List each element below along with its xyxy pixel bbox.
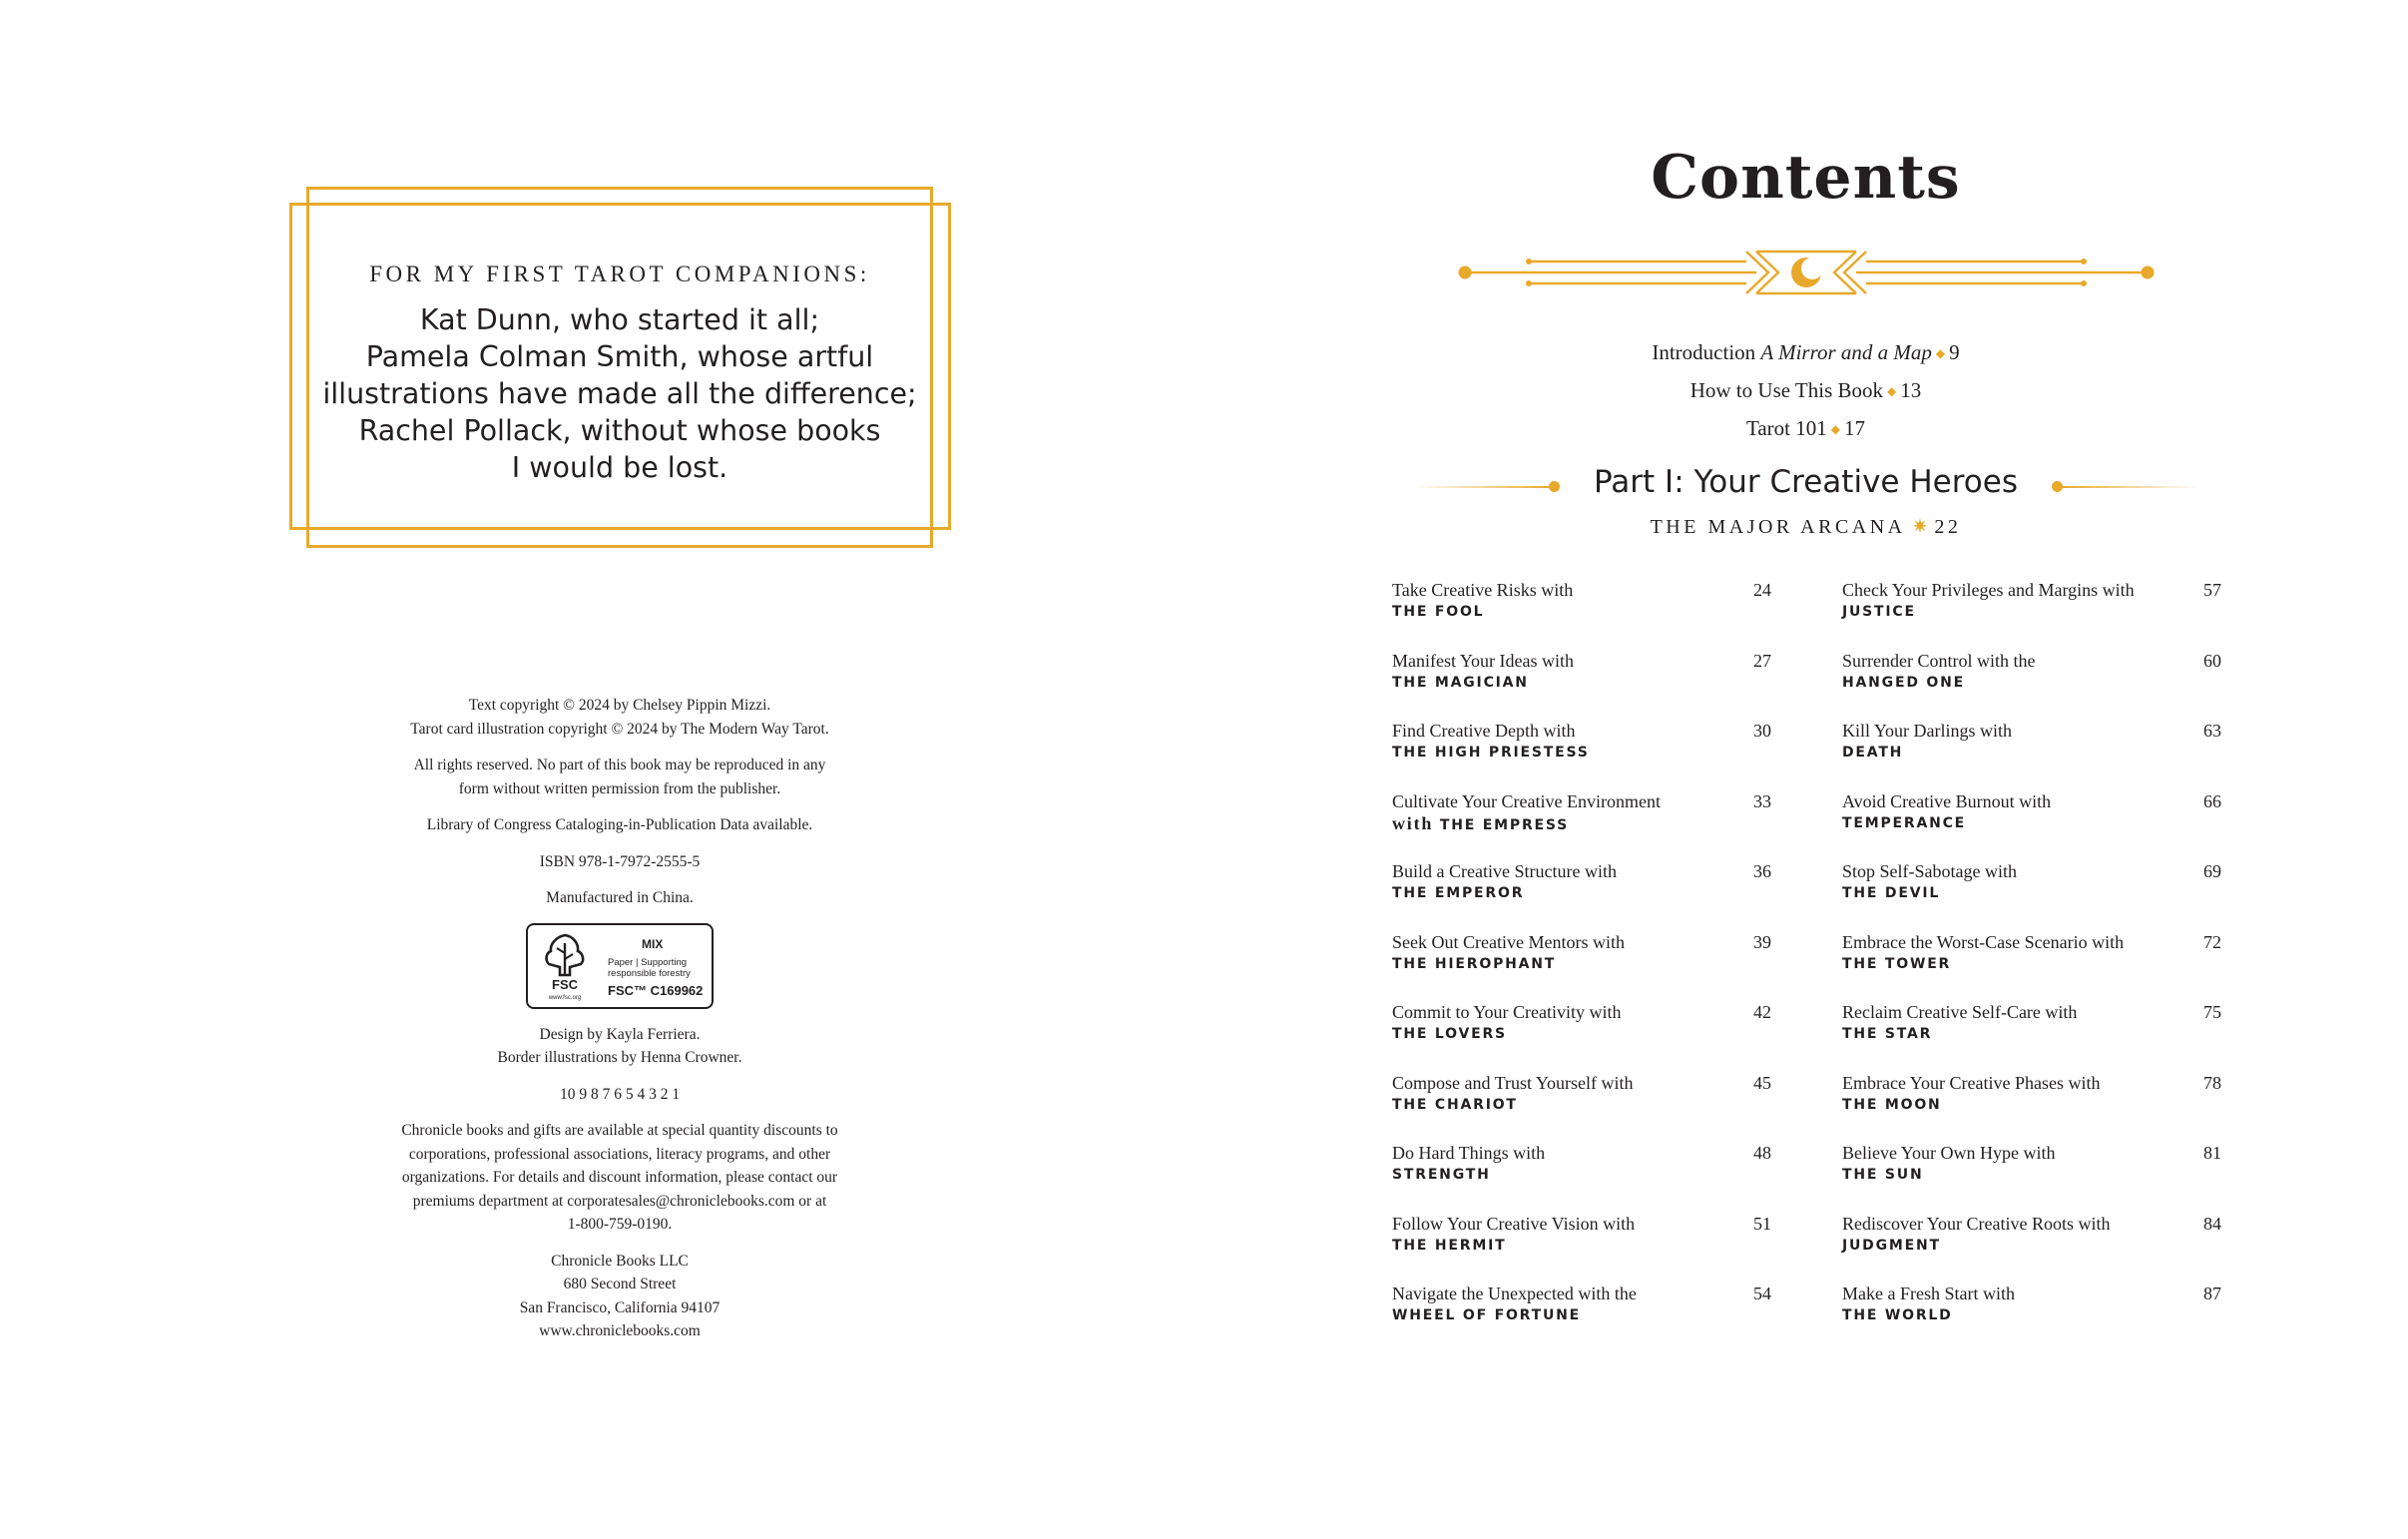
toc-entry-text: Reclaim Creative Self-Care with [1842, 1002, 2078, 1022]
toc-entry-text: Embrace the Worst-Case Scenario with [1842, 931, 2125, 952]
toc-label: How to Use This Book [1689, 378, 1884, 402]
toc-entry[interactable] [1392, 1001, 1771, 1072]
toc-entry[interactable] [1842, 1072, 2221, 1143]
toc-entry-text: Avoid Creative Burnout with [1842, 790, 2052, 811]
toc-entry[interactable] [1842, 579, 2221, 650]
toc-entry[interactable] [1392, 1072, 1771, 1143]
dedication-line: Kat Dunn, who started it all; [419, 303, 820, 336]
toc-entry-page: 60 [2203, 650, 2221, 671]
toc-entry-card: THE CHARIOT [1392, 1096, 1518, 1113]
toc-entry-text: Check Your Privileges and Margins with [1842, 580, 2135, 600]
toc-entry-card: JUSTICE [1842, 604, 1916, 620]
chronicle-line: corporations, professional associations, literacy programs, and other [408, 1145, 831, 1163]
toc-entry-page: 24 [1753, 580, 1771, 600]
toc-label: Tarot 101 [1746, 416, 1827, 440]
dedication-line: Rachel Pollack, without whose books [358, 414, 881, 447]
toc-entry-page: 30 [1753, 721, 1771, 741]
chronicle-line: 1-800-759-0190. [567, 1216, 673, 1233]
publisher-city: San Francisco, California 94107 [519, 1298, 721, 1316]
toc-column-right [1842, 579, 2221, 1353]
toc-entry-page: 57 [2203, 580, 2221, 600]
dedication-line: I would be lost. [511, 451, 728, 484]
toc-entry-card: THE HIEROPHANT [1392, 955, 1557, 972]
toc-entry-card: THE MOON [1842, 1096, 1942, 1113]
fsc-code: FSC™ C169962 [608, 982, 704, 998]
border-credit: Border illustrations by Henna Crowner. [497, 1049, 742, 1066]
toc-entry-text: Cultivate Your Creative Environment [1392, 790, 1661, 811]
toc-entry[interactable] [1392, 720, 1771, 790]
toc-entry-card: THE EMPEROR [1392, 885, 1525, 901]
toc-entry-card: THE HIGH PRIESTESS [1392, 745, 1590, 761]
toc-entry-card: THE WORLD [1842, 1307, 1953, 1323]
fsc-logo-url: www.fsc.org [548, 994, 582, 1001]
fsc-mix: MIX [642, 936, 664, 951]
design-credit: Design by Kayla Ferriera. [539, 1025, 701, 1043]
toc-entry[interactable] [1842, 720, 2221, 790]
toc-entry-text: Follow Your Creative Vision with [1392, 1213, 1636, 1234]
toc-entry-text: Kill Your Darlings with [1842, 721, 2013, 741]
rights-line: form without written permission from the publisher. [458, 779, 781, 797]
toc-entry-card: JUDGMENT [1842, 1237, 1941, 1254]
toc-entry-card-line [1392, 812, 1771, 836]
printing-line: 10 9 8 7 6 5 4 3 2 1 [559, 1085, 681, 1103]
toc-entry-page: 54 [1753, 1283, 1771, 1303]
illustration-copyright: Tarot card illustration copyright © 2024 by The Modern Way Tarot. [410, 720, 829, 738]
toc-entry-card: THE DEVIL [1842, 885, 1941, 901]
toc-entry-text: Stop Self-Sabotage with [1842, 861, 2017, 881]
toc-entry-card: THE HERMIT [1392, 1237, 1507, 1254]
part-subtitle[interactable] [1204, 514, 2408, 539]
toc-entry-text: Manifest Your Ideas with [1392, 650, 1574, 671]
toc-entry[interactable] [1842, 931, 2221, 1002]
toc-entry[interactable] [1392, 579, 1771, 650]
publisher-street: 680 Second Street [563, 1276, 677, 1292]
part-title[interactable]: Part I: Your Creative Heroes [1594, 464, 2018, 500]
fsc-logo [526, 923, 714, 1009]
publisher-website: www.chroniclebooks.com [539, 1322, 701, 1339]
toc-entry[interactable] [1842, 1001, 2221, 1072]
isbn: ISBN 978-1-7972-2555-5 [539, 852, 701, 870]
toc-entry-card: THE STAR [1842, 1026, 1933, 1042]
toc-subtitle: A Mirror and a Map [1760, 340, 1932, 364]
toc-entry-page: 87 [2203, 1283, 2221, 1303]
toc-entry-page: 78 [2203, 1072, 2221, 1093]
toc-entry-page: 45 [1753, 1072, 1771, 1093]
toc-page-number: 17 [1844, 416, 1865, 440]
manufactured-line: Manufactured in China. [546, 889, 694, 906]
toc-column-left [1392, 579, 1771, 1353]
star-icon: ✷ [1911, 516, 1929, 538]
toc-entry-text: Take Creative Risks with [1392, 580, 1574, 600]
chronicle-line: premiums department at corporatesales@chroniclebooks.com or at [412, 1192, 827, 1210]
rights-line: All rights reserved. No part of this book may be reproduced in any [413, 757, 826, 773]
publisher-name: Chronicle Books LLC [551, 1252, 689, 1270]
toc-entry-text: Surrender Control with the [1842, 650, 2036, 671]
toc-entry-text: Commit to Your Creativity with [1392, 1002, 1622, 1022]
toc-entry[interactable] [1842, 1142, 2221, 1213]
toc-entry-page: 66 [2203, 790, 2221, 811]
toc-entry-card: THE FOOL [1392, 604, 1485, 620]
toc-entry-prefix: with [1392, 812, 1434, 833]
toc-entry-text: Rediscover Your Creative Roots with [1842, 1213, 2111, 1234]
toc-page-number: 13 [1900, 378, 1922, 402]
toc-entry-text: Do Hard Things with [1392, 1143, 1546, 1163]
contents-ornament [1457, 240, 2156, 299]
toc-entry-text: Believe Your Own Hype with [1842, 1143, 2056, 1163]
toc-entry-page: 51 [1753, 1213, 1771, 1234]
toc-entry-page: 48 [1753, 1143, 1771, 1163]
front-matter [1204, 334, 2408, 448]
toc-entry-text: Compose and Trust Yourself with [1392, 1072, 1634, 1093]
dedication-heading: FOR MY FIRST TAROT COMPANIONS: [369, 261, 870, 286]
toc-entry-page: 63 [2203, 721, 2221, 741]
toc-entry-card: DEATH [1842, 745, 1904, 761]
toc-entry[interactable] [1842, 1282, 2221, 1353]
toc-entry[interactable] [1392, 860, 1771, 931]
chronicle-line: organizations. For details and discount information, please contact our [401, 1169, 838, 1186]
fsc-tree-icon [538, 931, 592, 1003]
toc-entry[interactable] [1842, 790, 2221, 861]
text-copyright: Text copyright © 2024 by Chelsey Pippin Mizzi. [468, 697, 771, 714]
chronicle-line: Chronicle books and gifts are available at special quantity discounts to [401, 1122, 838, 1139]
fsc-desc: Paper | Supporting [608, 956, 688, 968]
toc-entry-text: Make a Fresh Start with [1842, 1283, 2015, 1303]
toc-entry[interactable] [1842, 1213, 2221, 1283]
toc-entry-page: 69 [2203, 861, 2221, 881]
toc-entry-page: 75 [2203, 1002, 2221, 1022]
toc-entry[interactable] [1392, 931, 1771, 1002]
right-page [1204, 0, 2408, 1539]
dedication-line: Pamela Colman Smith, whose artful [365, 340, 874, 373]
toc-entry[interactable] [1392, 1142, 1771, 1213]
toc-introduction[interactable] [1204, 334, 2408, 372]
toc-entry-text: Find Creative Depth with [1392, 721, 1576, 741]
diamond-icon: ◆ [1935, 346, 1946, 360]
toc-entry-page: 27 [1753, 650, 1771, 671]
toc-entry-card: THE TOWER [1842, 955, 1952, 972]
diamond-icon: ◆ [1887, 384, 1897, 398]
cip-line: Library of Congress Cataloging-in-Publication Data available. [426, 816, 813, 833]
toc-entry-page: 36 [1753, 861, 1771, 881]
toc-entry-card: THE MAGICIAN [1392, 674, 1529, 691]
toc-entry-card: WHEEL OF FORTUNE [1392, 1307, 1582, 1323]
toc-entry-page: 84 [2203, 1213, 2221, 1234]
toc-entry-card: THE EMPRESS [1439, 816, 1570, 833]
toc-entry-text: Seek Out Creative Mentors with [1392, 931, 1625, 952]
toc-tarot-101[interactable] [1204, 410, 2408, 448]
copyright-block [299, 694, 940, 1356]
toc-entry-page: 81 [2203, 1143, 2221, 1163]
fsc-logo-text: FSC [552, 976, 578, 992]
dedication-line: illustrations have made all the difference; [322, 377, 917, 410]
part-subtitle-text: THE MAJOR ARCANA [1650, 516, 1906, 538]
toc-entry[interactable] [1392, 1282, 1771, 1353]
toc-page-number: 9 [1949, 340, 1960, 364]
toc-entry-card: STRENGTH [1392, 1167, 1491, 1183]
toc-entry-card: TEMPERANCE [1842, 814, 1967, 831]
toc-entry-page: 33 [1753, 790, 1771, 811]
toc-entry-text: Embrace Your Creative Phases with [1842, 1072, 2101, 1093]
toc-label: Introduction [1652, 340, 1756, 364]
toc-entry[interactable] [1392, 650, 1771, 721]
toc-entry[interactable] [1392, 1213, 1771, 1283]
toc-entry-card: HANGED ONE [1842, 674, 1965, 691]
diamond-icon: ◆ [1830, 422, 1840, 436]
part-divider-right [2060, 486, 2199, 488]
toc-entry[interactable] [1842, 650, 2221, 721]
fsc-desc: responsible forestry [608, 967, 691, 979]
contents-title: Contents [1651, 143, 1961, 213]
toc-entry-text: Build a Creative Structure with [1392, 861, 1617, 881]
toc-entry-text: Navigate the Unexpected with the [1392, 1283, 1637, 1303]
part-page-number: 22 [1934, 516, 1962, 538]
toc-entry-page: 42 [1753, 1002, 1771, 1022]
toc-entry-page: 72 [2203, 931, 2221, 952]
toc-entry-card: THE LOVERS [1392, 1026, 1507, 1042]
toc-entry[interactable] [1842, 860, 2221, 931]
toc-entry-card: THE SUN [1842, 1167, 1924, 1183]
toc-how-to-use[interactable] [1204, 372, 2408, 410]
toc-entry-page: 39 [1753, 931, 1771, 952]
crescent-moon-icon [1791, 257, 1823, 287]
dedication [299, 261, 940, 486]
toc-entry[interactable] [1392, 790, 1771, 861]
